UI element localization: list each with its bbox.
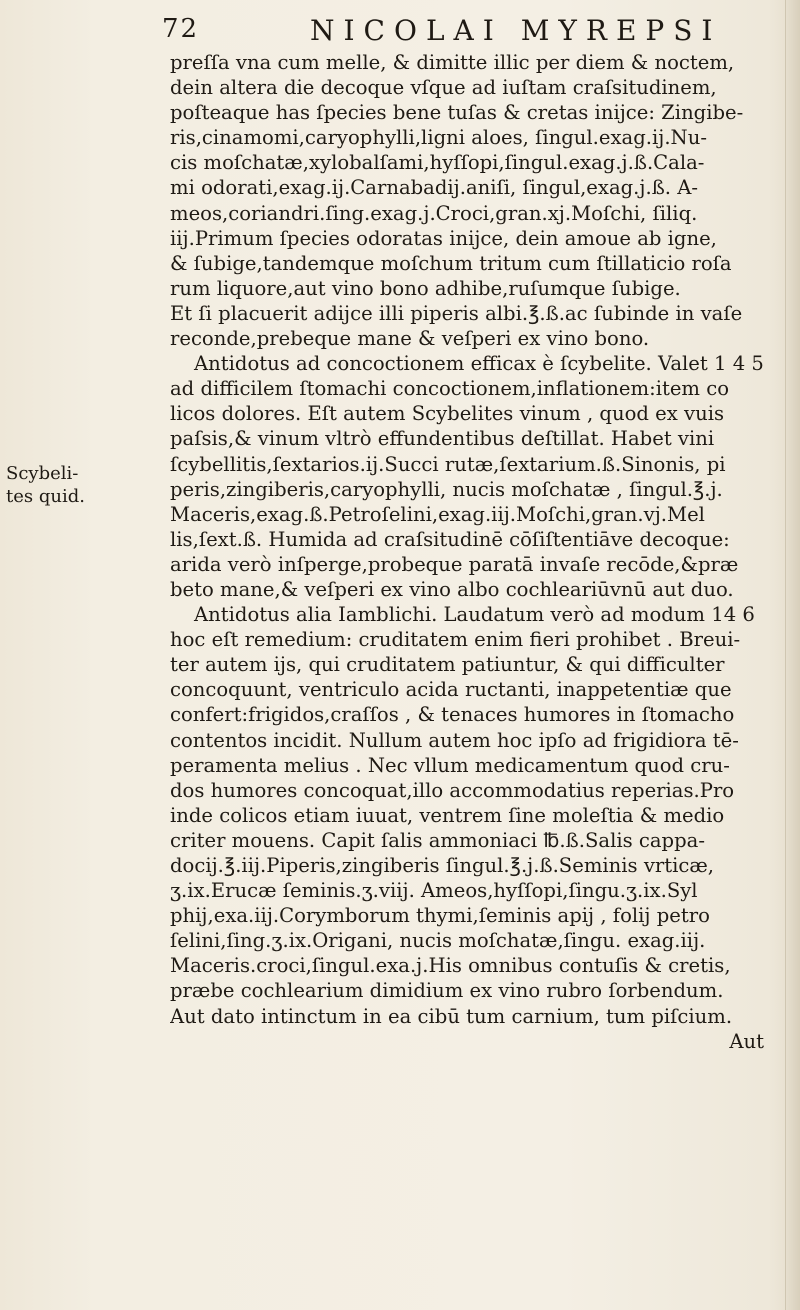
text-line: Maceris.croci,ſingul.exa.j.His omnibus contuſis & cretis, [170, 954, 731, 978]
text-line: Maceris,exag.ß.Petroſelini,exag.iij.Moſchi,gran.vj.Mel [170, 502, 705, 526]
text-line: concoquunt, ventriculo acida ructanti, inappetentiæ que [170, 678, 732, 702]
text-line: preſſa vna cum melle, & dimitte illic per diem & noctem, [170, 51, 735, 74]
folio-number: 72 [162, 14, 200, 44]
margin-note-line: Scybeli- [6, 463, 79, 484]
text-line: cis moſchatæ,xylobalſami,hyſſopi,ſingul.exag.j.ß.Cala- [170, 151, 705, 175]
text-line: iij.Primum ſpecies odoratas inijce, dein amoue ab igne, [170, 226, 717, 250]
text-line: confert:frigidos,craſſos , & tenaces humores in ſtomacho [170, 703, 735, 727]
text-line: lis,ſext.ß. Humida ad craſsitudinē cōſiſtentiāve decoque: [170, 527, 730, 551]
text-line: dos humores concoquat,illo accommodatius reperias.Pro [170, 778, 735, 802]
text-line: ter autem ijs, qui cruditatem patiuntur, & qui difficulter [170, 653, 725, 677]
text-line: docij.℥.iij.Piperis,zingiberis ſingul.℥.j.ß.Seminis vrticæ, [170, 854, 715, 877]
text-line: licos dolores. Eſt autem Scybelites vinum , quod ex vuis [170, 402, 725, 426]
margin-note [6, 462, 156, 508]
text-line: paſsis,& vinum vltrò effundentibus deſtillat. Habet vini [170, 427, 715, 451]
text-line: contentos incidit. Nullum autem hoc ipſo ad frigidiora tē- [170, 728, 739, 752]
text-line: meos,coriandri.ſing.exag.j.Croci,gran.xj.Moſchi, ſiliq. [170, 201, 698, 225]
text-line: Et ſi placuerit adijce illi piperis albi.℥.ß.ac ſubinde in vaſe [170, 301, 743, 325]
text-line: inde colicos etiam iuuat, ventrem ſine moleſtia & medio [170, 803, 725, 827]
running-title: NICOLAI MYREPSI [310, 14, 722, 47]
text-line: ris,cinamomi,caryophylli,ligni aloes, ſingul.exag.ij.Nu- [170, 126, 707, 150]
section-heading-line: Antidotus ad concoctionem efficax è ſcybelite. Valet 1 4 5 [194, 352, 764, 376]
text-line: & ſubige,tandemque moſchum tritum cum ſtillaticio roſa [170, 251, 732, 275]
text-line: beto mane,& veſperi ex vino albo cochleariūvnū aut duo. [170, 577, 734, 601]
page-header [162, 14, 782, 48]
catchword: Aut [729, 1029, 764, 1053]
section-heading-line: Antidotus alia Iamblichi. Laudatum verò ad modum 14 6 [194, 603, 755, 627]
text-line: dein altera die decoque vſque ad iuſtam craſsitudinem, [170, 76, 717, 100]
text-line: poſteaque has ſpecies bene tuſas & cretas inijce: Zingibe- [170, 101, 744, 125]
text-line: rum liquore,aut vino bono adhibe,ruſumque ſubige. [170, 276, 681, 300]
body-text [170, 50, 770, 1054]
text-line: Aut dato intinctum in ea cibū tum carnium, tum piſcium. [170, 1004, 733, 1028]
margin-note-line: tes quid. [6, 486, 85, 507]
text-line: phij,exa.iij.Corymborum thymi,ſeminis apij , folij petro [170, 904, 710, 928]
text-line: ſelini,ſing.ʒ.ix.Origani, nucis moſchatæ,ſingu. exag.iij. [170, 929, 706, 953]
text-line: arida verò inſperge,probeque paratā invaſe recōde,&præ [170, 552, 739, 576]
text-line: peramenta melius . Nec vllum medicamentum quod cru- [170, 753, 730, 777]
text-line: ad difficilem ſtomachi concoctionem,inflationem:item co [170, 377, 730, 401]
text-line: reconde,prebeque mane & veſperi ex vino bono. [170, 327, 650, 351]
page-edge [785, 0, 800, 1310]
text-line: criter mouens. Capit ſalis ammoniaci ℔.ß.Salis cappa- [170, 828, 705, 852]
text-line: ſcybellitis,ſextarios.ij.Succi rutæ,ſextarium.ß.Sinonis, pi [170, 452, 726, 476]
text-line: præbe cochlearium dimidium ex vino rubro ſorbendum. [170, 979, 724, 1003]
text-line: mi odorati,exag.ij.Carnabadij.aniſi, ſingul,exag.j.ß. A- [170, 176, 699, 200]
text-line: peris,zingiberis,caryophylli, nucis moſchatæ , ſingul.℥.j. [170, 477, 723, 501]
text-line: ʒ.ix.Erucæ ſeminis.ʒ.viij. Ameos,hyſſopi,ſingu.ʒ.ix.Syl [170, 879, 698, 903]
text-line: hoc eſt remedium: cruditatem enim fieri prohibet . Breui- [170, 628, 741, 652]
